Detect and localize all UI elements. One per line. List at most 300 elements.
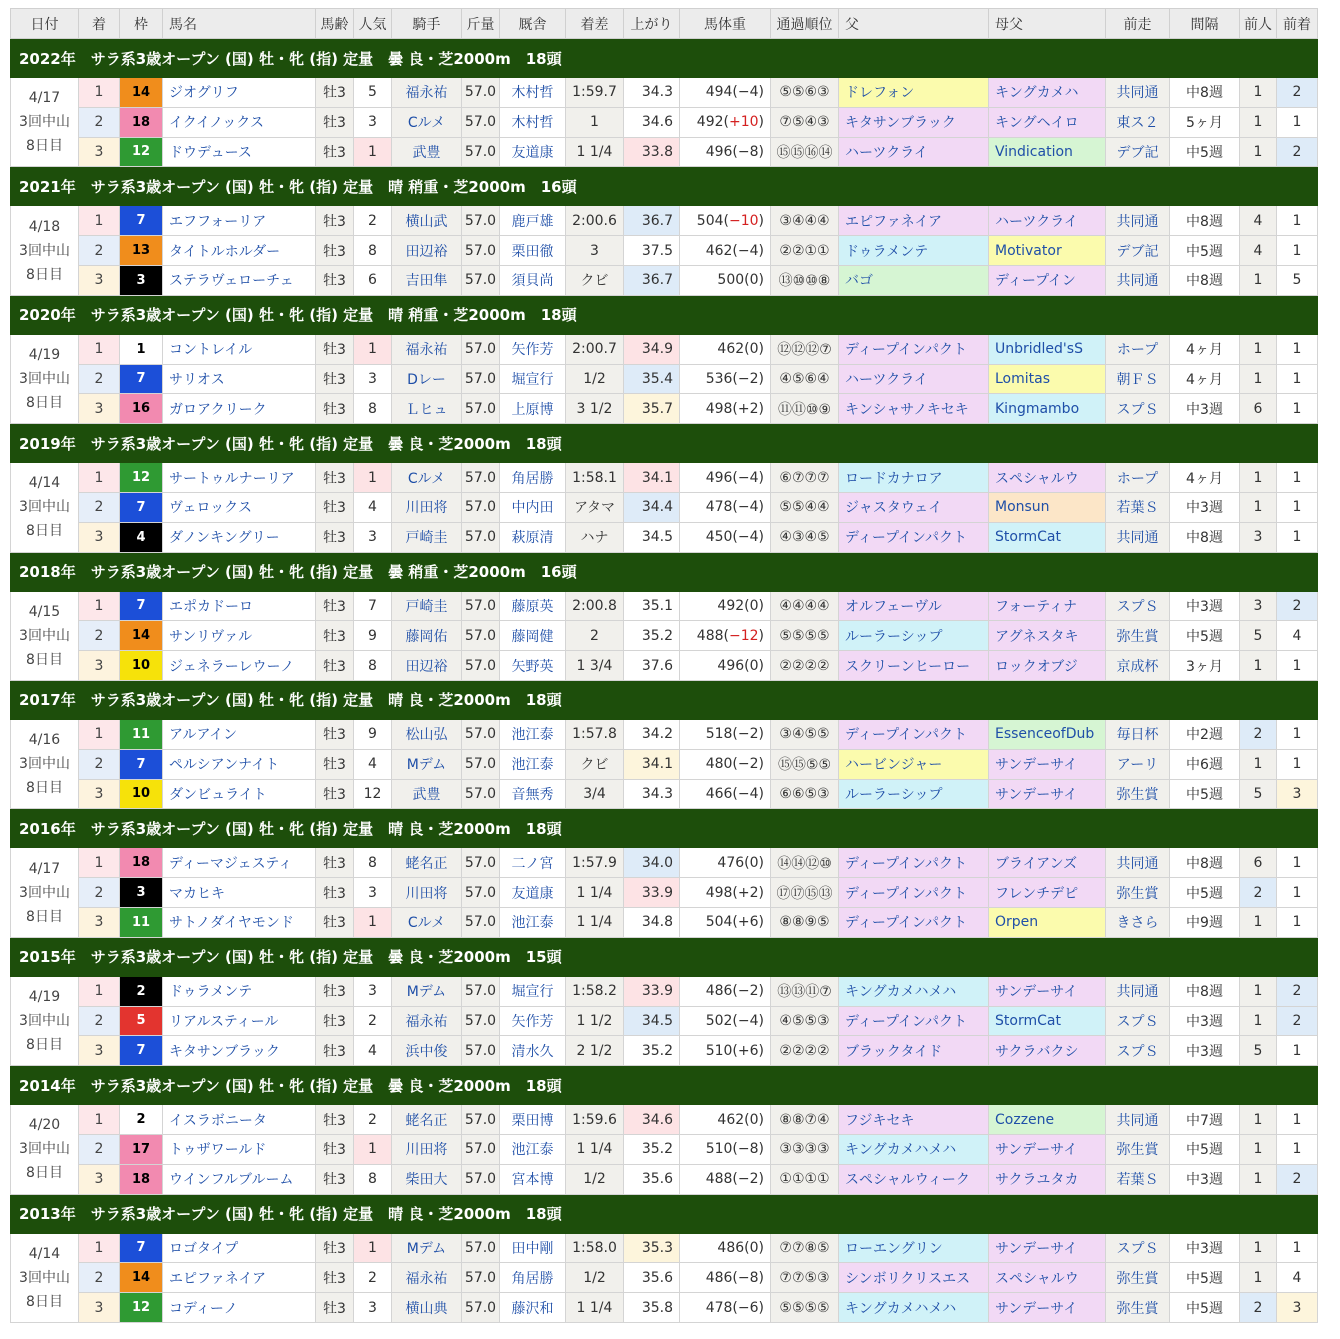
col-header-prev-pos[interactable]: 前着 <box>1277 9 1318 39</box>
jockey-link[interactable]: Mデム <box>392 976 462 1006</box>
horse-name-link[interactable]: コディーノ <box>163 1293 316 1323</box>
race-interval: 中8週 <box>1170 265 1240 295</box>
race-title[interactable]: 2016年 サラ系3歳オープン (国) 牡・牝 (指) 定量 晴 良・芝2000m 18頭 <box>11 809 1318 848</box>
frame-number-badge: 2 <box>120 976 163 1006</box>
race-section-header <box>11 1194 1318 1233</box>
jockey-link[interactable]: 蛯名正 <box>392 848 462 878</box>
prev-race-link[interactable]: ホープ <box>1106 334 1170 364</box>
horse-name-link[interactable]: サトノダイヤモンド <box>163 907 316 937</box>
col-header-age[interactable]: 馬齢 <box>316 9 354 39</box>
stable-link[interactable]: 木村哲 <box>500 107 566 137</box>
finish-margin: 1 1/4 <box>566 1134 624 1164</box>
col-header-date[interactable]: 日付 <box>11 9 79 39</box>
race-interval: 4ヶ月 <box>1170 463 1240 493</box>
dam-sire-link[interactable]: Lomitas <box>989 364 1106 394</box>
last-3f-time: 34.6 <box>624 1105 680 1135</box>
popularity: 3 <box>354 522 392 552</box>
last-3f-time: 34.8 <box>624 907 680 937</box>
prev-finish: 2 <box>1277 976 1318 1006</box>
prev-race-link[interactable]: スプＳ <box>1106 1036 1170 1066</box>
prev-race-link[interactable]: デブ記 <box>1106 137 1170 167</box>
race-date-cell <box>11 463 79 552</box>
col-header-last-3f[interactable]: 上がり <box>624 9 680 39</box>
stable-link[interactable]: 池江泰 <box>500 1134 566 1164</box>
body-weight-value: 496( <box>705 469 738 486</box>
stable-link[interactable]: 栗田徹 <box>500 236 566 266</box>
dam-sire-link[interactable]: EssenceofDub <box>989 719 1106 749</box>
col-header-interval[interactable]: 間隔 <box>1170 9 1240 39</box>
horse-name-link[interactable]: ジェネラーレウーノ <box>163 651 316 681</box>
finish-position: 1 <box>79 463 120 493</box>
stable-link[interactable]: 音無秀 <box>500 779 566 809</box>
frame-number-badge: 18 <box>120 107 163 137</box>
col-header-horse-name[interactable]: 馬名 <box>163 9 316 39</box>
dam-sire-link[interactable]: フォーティナ <box>989 591 1106 621</box>
finish-position: 2 <box>79 1263 120 1293</box>
race-date: 4/14 <box>28 1245 61 1262</box>
horse-name-link[interactable]: エピファネイア <box>163 1263 316 1293</box>
horse-name-link[interactable]: タイトルホルダー <box>163 236 316 266</box>
dam-sire-link[interactable]: キングカメハ <box>989 78 1106 108</box>
prev-race-link[interactable]: 弥生賞 <box>1106 779 1170 809</box>
dam-sire-link[interactable]: サンデーサイ <box>989 749 1106 779</box>
finish-position: 3 <box>79 907 120 937</box>
stable-link[interactable]: 清水久 <box>500 1036 566 1066</box>
jockey-link[interactable]: Ｌヒュ <box>392 394 462 424</box>
stable-link[interactable]: 藤沢和 <box>500 1293 566 1323</box>
prev-popularity: 1 <box>1240 492 1277 522</box>
col-header-frame[interactable]: 枠 <box>120 9 163 39</box>
horse-name-link[interactable]: トゥザワールド <box>163 1134 316 1164</box>
dam-sire-link[interactable]: アグネスタキ <box>989 621 1106 651</box>
race-title[interactable]: 2020年 サラ系3歳オープン (国) 牡・牝 (指) 定量 晴 稍重・芝2000m 18頭 <box>11 295 1318 334</box>
weight-carried: 57.0 <box>462 1134 500 1164</box>
finish-position: 3 <box>79 779 120 809</box>
body-weight: 536(−2) <box>680 364 771 394</box>
last-3f-time: 35.6 <box>624 1263 680 1293</box>
dam-sire-link[interactable]: ブライアンズ <box>989 848 1106 878</box>
frame-number-badge: 12 <box>120 1293 163 1323</box>
prev-race-link[interactable]: 東ス２ <box>1106 107 1170 137</box>
sire-link[interactable]: ディープインパクト <box>839 848 989 878</box>
stable-link[interactable]: 木村哲 <box>500 78 566 108</box>
jockey-link[interactable]: 田辺裕 <box>392 651 462 681</box>
body-weight-change: −2 <box>737 1171 759 1188</box>
popularity: 12 <box>354 779 392 809</box>
jockey-link[interactable]: 松山弘 <box>392 719 462 749</box>
sire-link[interactable]: ロードカナロア <box>839 463 989 493</box>
horse-name-link[interactable]: ダノンキングリー <box>163 522 316 552</box>
body-weight-change: −12 <box>728 627 759 644</box>
race-day: 8日目 <box>26 651 63 668</box>
col-header-prev-race[interactable]: 前走 <box>1106 9 1170 39</box>
body-weight-value: 466( <box>705 785 738 802</box>
weight-carried: 57.0 <box>462 749 500 779</box>
race-title[interactable]: 2015年 サラ系3歳オープン (国) 牡・牝 (指) 定量 曇 良・芝2000m 15頭 <box>11 937 1318 976</box>
sire-link[interactable]: ディープインパクト <box>839 1006 989 1036</box>
race-interval: 中2週 <box>1170 719 1240 749</box>
frame-number-badge: 12 <box>120 137 163 167</box>
popularity: 1 <box>354 137 392 167</box>
dam-sire-link[interactable]: サクラバクシ <box>989 1036 1106 1066</box>
horse-age: 牡3 <box>316 719 354 749</box>
horse-name-link[interactable]: ジオグリフ <box>163 78 316 108</box>
body-weight-change: −2 <box>737 983 759 1000</box>
dam-sire-link[interactable]: Unbridled'sS <box>989 334 1106 364</box>
col-header-popularity[interactable]: 人気 <box>354 9 392 39</box>
finish-position: 1 <box>79 206 120 236</box>
body-weight-value: 536( <box>705 370 738 387</box>
horse-name-link[interactable]: イクイノックス <box>163 107 316 137</box>
last-3f-time: 35.4 <box>624 364 680 394</box>
stable-link[interactable]: 友道康 <box>500 137 566 167</box>
jockey-link[interactable]: 福永祐 <box>392 1006 462 1036</box>
body-weight-value: 488( <box>696 627 729 644</box>
stable-link[interactable]: 矢野英 <box>500 651 566 681</box>
sire-link[interactable]: ドゥラメンテ <box>839 236 989 266</box>
horse-name-link[interactable]: ウインフルブルーム <box>163 1164 316 1194</box>
stable-link[interactable]: 上原博 <box>500 394 566 424</box>
table-row <box>11 394 1318 424</box>
col-header-sire[interactable]: 父 <box>839 9 989 39</box>
prev-race-link[interactable]: デブ記 <box>1106 236 1170 266</box>
sire-link[interactable]: キングカメハメハ <box>839 976 989 1006</box>
sire-link[interactable]: ルーラーシップ <box>839 621 989 651</box>
sire-link[interactable]: ハーツクライ <box>839 137 989 167</box>
dam-sire-link[interactable]: フレンチデピ <box>989 878 1106 908</box>
body-weight-value: 486( <box>705 1269 738 1286</box>
jockey-link[interactable]: 横山典 <box>392 1293 462 1323</box>
last-3f-time: 37.6 <box>624 651 680 681</box>
dam-sire-link[interactable]: StormCat <box>989 522 1106 552</box>
weight-carried: 57.0 <box>462 907 500 937</box>
prev-race-link[interactable]: アーリ <box>1106 749 1170 779</box>
race-interval: 中5週 <box>1170 1293 1240 1323</box>
prev-race-link[interactable]: 若葉Ｓ <box>1106 1164 1170 1194</box>
sire-link[interactable]: ディープインパクト <box>839 522 989 552</box>
stable-link[interactable]: 藤岡健 <box>500 621 566 651</box>
prev-race-link[interactable]: 朝ＦＳ <box>1106 364 1170 394</box>
stable-link[interactable]: 角居勝 <box>500 463 566 493</box>
sire-link[interactable]: フジキセキ <box>839 1105 989 1135</box>
horse-name-link[interactable]: マカヒキ <box>163 878 316 908</box>
prev-race-link[interactable]: 京成杯 <box>1106 651 1170 681</box>
stable-link[interactable]: 鹿戸雄 <box>500 206 566 236</box>
jockey-link[interactable]: 川田将 <box>392 492 462 522</box>
dam-sire-link[interactable]: Monsun <box>989 492 1106 522</box>
prev-race-link[interactable]: 弥生賞 <box>1106 621 1170 651</box>
jockey-link[interactable]: 武豊 <box>392 779 462 809</box>
prev-race-link[interactable]: 弥生賞 <box>1106 878 1170 908</box>
stable-link[interactable]: 堀宣行 <box>500 976 566 1006</box>
horse-name-link[interactable]: キタサンブラック <box>163 1036 316 1066</box>
dam-sire-link[interactable]: Vindication <box>989 137 1106 167</box>
last-3f-time: 33.9 <box>624 878 680 908</box>
body-weight-change: −2 <box>737 726 759 743</box>
horse-name-link[interactable]: ガロアクリーク <box>163 394 316 424</box>
weight-carried: 57.0 <box>462 1164 500 1194</box>
horse-name-link[interactable]: ステラヴェローチェ <box>163 265 316 295</box>
sire-link[interactable]: バゴ <box>839 265 989 295</box>
horse-name-link[interactable]: ドゥラメンテ <box>163 976 316 1006</box>
jockey-link[interactable]: Cルメ <box>392 907 462 937</box>
prev-race-link[interactable]: きさら <box>1106 907 1170 937</box>
horse-name-link[interactable]: ペルシアンナイト <box>163 749 316 779</box>
prev-finish: 5 <box>1277 265 1318 295</box>
sire-link[interactable]: ディープインパクト <box>839 907 989 937</box>
body-weight-change: −4 <box>737 469 759 486</box>
prev-finish: 1 <box>1277 651 1318 681</box>
stable-link[interactable]: 須貝尚 <box>500 265 566 295</box>
prev-popularity: 1 <box>1240 364 1277 394</box>
stable-link[interactable]: 田中剛 <box>500 1233 566 1263</box>
jockey-link[interactable]: Cルメ <box>392 107 462 137</box>
dam-sire-link[interactable]: Kingmambo <box>989 394 1106 424</box>
race-interval: 中3週 <box>1170 492 1240 522</box>
horse-name-link[interactable]: ディーマジェスティ <box>163 848 316 878</box>
jockey-link[interactable]: 福永祐 <box>392 334 462 364</box>
stable-link[interactable]: 栗田博 <box>500 1105 566 1135</box>
sire-link[interactable]: ディープインパクト <box>839 878 989 908</box>
body-weight: 498(+2) <box>680 878 771 908</box>
table-row <box>11 334 1318 364</box>
sire-link[interactable]: ジャスタウェイ <box>839 492 989 522</box>
prev-race-link[interactable]: 共同通 <box>1106 265 1170 295</box>
stable-link[interactable]: 角居勝 <box>500 1263 566 1293</box>
prev-race-link[interactable]: 共同通 <box>1106 976 1170 1006</box>
horse-name-link[interactable]: サートゥルナーリア <box>163 463 316 493</box>
race-title[interactable]: 2019年 サラ系3歳オープン (国) 牡・牝 (指) 定量 曇 良・芝2000m 18頭 <box>11 424 1318 463</box>
dam-sire-link[interactable]: サンデーサイ <box>989 1134 1106 1164</box>
prev-race-link[interactable]: 若葉Ｓ <box>1106 492 1170 522</box>
prev-finish: 1 <box>1277 719 1318 749</box>
col-header-prev-pop[interactable]: 前人 <box>1240 9 1277 39</box>
dam-sire-link[interactable]: サンデーサイ <box>989 976 1106 1006</box>
jockey-link[interactable]: 浜中俊 <box>392 1036 462 1066</box>
race-interval: 中5週 <box>1170 878 1240 908</box>
popularity: 3 <box>354 976 392 1006</box>
body-weight-value: 504( <box>696 212 729 229</box>
race-title[interactable]: 2013年 サラ系3歳オープン (国) 牡・牝 (指) 定量 晴 良・芝2000m 18頭 <box>11 1194 1318 1233</box>
sire-link[interactable]: ハービンジャー <box>839 749 989 779</box>
weight-carried: 57.0 <box>462 976 500 1006</box>
finish-margin: アタマ <box>566 492 624 522</box>
frame-number-badge: 1 <box>120 334 163 364</box>
stable-link[interactable]: 池江泰 <box>500 907 566 937</box>
sire-link[interactable]: ドレフォン <box>839 78 989 108</box>
horse-age: 牡3 <box>316 1105 354 1135</box>
prev-race-link[interactable]: 弥生賞 <box>1106 1134 1170 1164</box>
horse-name-link[interactable]: サンリヴァル <box>163 621 316 651</box>
jockey-link[interactable]: 蛯名正 <box>392 1105 462 1135</box>
horse-name-link[interactable]: ヴェロックス <box>163 492 316 522</box>
prev-race-link[interactable]: 共同通 <box>1106 522 1170 552</box>
finish-margin: 3 <box>566 236 624 266</box>
prev-race-link[interactable]: 毎日杯 <box>1106 719 1170 749</box>
sire-link[interactable]: シンボリクリスエス <box>839 1263 989 1293</box>
sire-link[interactable]: ブラックタイド <box>839 1036 989 1066</box>
dam-sire-link[interactable]: Orpen <box>989 907 1106 937</box>
horse-name-link[interactable]: エフフォーリア <box>163 206 316 236</box>
sire-link[interactable]: ディープインパクト <box>839 334 989 364</box>
jockey-link[interactable]: 田辺裕 <box>392 236 462 266</box>
table-row <box>11 621 1318 651</box>
sire-link[interactable]: キングカメハメハ <box>839 1134 989 1164</box>
body-weight-change: 0 <box>749 1111 759 1128</box>
prev-race-link[interactable]: ホープ <box>1106 463 1170 493</box>
last-3f-time: 34.9 <box>624 334 680 364</box>
horse-name-link[interactable]: ロゴタイプ <box>163 1233 316 1263</box>
frame-number-badge: 17 <box>120 1134 163 1164</box>
sire-link[interactable]: オルフェーヴル <box>839 591 989 621</box>
sire-link[interactable]: キングカメハメハ <box>839 1293 989 1323</box>
dam-sire-link[interactable]: サンデーサイ <box>989 779 1106 809</box>
last-3f-time: 35.2 <box>624 1036 680 1066</box>
race-title[interactable]: 2017年 サラ系3歳オープン (国) 牡・牝 (指) 定量 晴 良・芝2000m 18頭 <box>11 680 1318 719</box>
jockey-link[interactable]: 川田将 <box>392 1134 462 1164</box>
dam-sire-link[interactable]: サンデーサイ <box>989 1233 1106 1263</box>
race-title[interactable]: 2021年 サラ系3歳オープン (国) 牡・牝 (指) 定量 晴 稍重・芝2000m 16頭 <box>11 167 1318 206</box>
stable-link[interactable]: 藤原英 <box>500 591 566 621</box>
jockey-link[interactable]: Mデム <box>392 1233 462 1263</box>
prev-race-link[interactable]: 弥生賞 <box>1106 1263 1170 1293</box>
race-title[interactable]: 2018年 サラ系3歳オープン (国) 牡・牝 (指) 定量 曇 稍重・芝2000m 16頭 <box>11 552 1318 591</box>
sire-link[interactable]: スクリーンヒーロー <box>839 651 989 681</box>
jockey-link[interactable]: Dレー <box>392 364 462 394</box>
dam-sire-link[interactable]: ロックオブジ <box>989 651 1106 681</box>
body-weight-change: −4 <box>737 84 759 101</box>
stable-link[interactable]: 矢作芳 <box>500 1006 566 1036</box>
horse-name-link[interactable]: イスラボニータ <box>163 1105 316 1135</box>
jockey-link[interactable]: 川田将 <box>392 878 462 908</box>
stable-link[interactable]: 池江泰 <box>500 749 566 779</box>
dam-sire-link[interactable]: ハーツクライ <box>989 206 1106 236</box>
dam-sire-link[interactable]: Motivator <box>989 236 1106 266</box>
horse-name-link[interactable]: アルアイン <box>163 719 316 749</box>
jockey-link[interactable]: 横山武 <box>392 206 462 236</box>
col-header-stable[interactable]: 厩舎 <box>500 9 566 39</box>
col-header-passing-order[interactable]: 通過順位 <box>771 9 839 39</box>
weight-carried: 57.0 <box>462 206 500 236</box>
prev-race-link[interactable]: 共同通 <box>1106 1105 1170 1135</box>
stable-link[interactable]: 宮本博 <box>500 1164 566 1194</box>
sire-link[interactable]: ディープインパクト <box>839 719 989 749</box>
sire-link[interactable]: ルーラーシップ <box>839 779 989 809</box>
sire-link[interactable]: スペシャルウィーク <box>839 1164 989 1194</box>
jockey-link[interactable]: 戸崎圭 <box>392 591 462 621</box>
sire-link[interactable]: キンシャサノキセキ <box>839 394 989 424</box>
horse-age: 牡3 <box>316 492 354 522</box>
finish-margin: 2 <box>566 621 624 651</box>
body-weight-value: 498( <box>705 884 738 901</box>
dam-sire-link[interactable]: ディープイン <box>989 265 1106 295</box>
race-title[interactable]: 2022年 サラ系3歳オープン (国) 牡・牝 (指) 定量 曇 良・芝2000m 18頭 <box>11 39 1318 78</box>
jockey-link[interactable]: 福永祐 <box>392 1263 462 1293</box>
jockey-link[interactable]: 藤岡佑 <box>392 621 462 651</box>
body-weight: 486(0) <box>680 1233 771 1263</box>
stable-link[interactable]: 堀宣行 <box>500 364 566 394</box>
dam-sire-link[interactable]: キングヘイロ <box>989 107 1106 137</box>
prev-popularity: 1 <box>1240 334 1277 364</box>
dam-sire-link[interactable]: Cozzene <box>989 1105 1106 1135</box>
dam-sire-link[interactable]: StormCat <box>989 1006 1106 1036</box>
stable-link[interactable]: 矢作芳 <box>500 334 566 364</box>
prev-race-link[interactable]: スプＳ <box>1106 591 1170 621</box>
jockey-link[interactable]: 戸崎圭 <box>392 522 462 552</box>
col-header-weight-carried[interactable]: 斤量 <box>462 9 500 39</box>
prev-race-link[interactable]: 共同通 <box>1106 78 1170 108</box>
stable-link[interactable]: 二ノ宮 <box>500 848 566 878</box>
col-header-jockey[interactable]: 騎手 <box>392 9 462 39</box>
horse-name-link[interactable]: リアルスティール <box>163 1006 316 1036</box>
body-weight-change: −8 <box>737 1141 759 1158</box>
weight-carried: 57.0 <box>462 394 500 424</box>
stable-link[interactable]: 池江泰 <box>500 719 566 749</box>
horse-age: 牡3 <box>316 334 354 364</box>
table-row <box>11 591 1318 621</box>
prev-popularity: 1 <box>1240 976 1277 1006</box>
prev-race-link[interactable]: 共同通 <box>1106 206 1170 236</box>
dam-sire-link[interactable]: スペシャルウ <box>989 463 1106 493</box>
sire-link[interactable]: キタサンブラック <box>839 107 989 137</box>
col-header-position[interactable]: 着 <box>79 9 120 39</box>
race-title[interactable]: 2014年 サラ系3歳オープン (国) 牡・牝 (指) 定量 曇 良・芝2000m 18頭 <box>11 1066 1318 1105</box>
jockey-link[interactable]: Mデム <box>392 749 462 779</box>
horse-name-link[interactable]: エポカドーロ <box>163 591 316 621</box>
horse-name-link[interactable]: コントレイル <box>163 334 316 364</box>
popularity: 4 <box>354 492 392 522</box>
prev-finish: 2 <box>1277 137 1318 167</box>
jockey-link[interactable]: 福永祐 <box>392 78 462 108</box>
race-date: 4/19 <box>28 988 61 1005</box>
stable-link[interactable]: 友道康 <box>500 878 566 908</box>
jockey-link[interactable]: 武豊 <box>392 137 462 167</box>
dam-sire-link[interactable]: サクラユタカ <box>989 1164 1106 1194</box>
prev-finish: 1 <box>1277 492 1318 522</box>
prev-race-link[interactable]: 共同通 <box>1106 848 1170 878</box>
prev-finish: 1 <box>1277 1036 1318 1066</box>
finish-margin: 1:58.0 <box>566 1233 624 1263</box>
jockey-link[interactable]: 吉田隼 <box>392 265 462 295</box>
jockey-link[interactable]: 柴田大 <box>392 1164 462 1194</box>
col-header-margin[interactable]: 着差 <box>566 9 624 39</box>
prev-race-link[interactable]: 弥生賞 <box>1106 1293 1170 1323</box>
sire-link[interactable]: エピファネイア <box>839 206 989 236</box>
sire-link[interactable]: ハーツクライ <box>839 364 989 394</box>
col-header-body-weight[interactable]: 馬体重 <box>680 9 771 39</box>
dam-sire-link[interactable]: サンデーサイ <box>989 1293 1106 1323</box>
stable-link[interactable]: 萩原清 <box>500 522 566 552</box>
weight-carried: 57.0 <box>462 591 500 621</box>
stable-link[interactable]: 中内田 <box>500 492 566 522</box>
horse-name-link[interactable]: ドウデュース <box>163 137 316 167</box>
prev-race-link[interactable]: スプＳ <box>1106 1006 1170 1036</box>
dam-sire-link[interactable]: スペシャルウ <box>989 1263 1106 1293</box>
frame-number-badge: 7 <box>120 749 163 779</box>
col-header-dam-sire[interactable]: 母父 <box>989 9 1106 39</box>
prev-race-link[interactable]: スプＳ <box>1106 1233 1170 1263</box>
table-row <box>11 1164 1318 1194</box>
last-3f-time: 34.1 <box>624 463 680 493</box>
horse-name-link[interactable]: ダンビュライト <box>163 779 316 809</box>
horse-age: 牡3 <box>316 137 354 167</box>
body-weight-value: 478( <box>705 1299 738 1316</box>
sire-link[interactable]: ローエングリン <box>839 1233 989 1263</box>
horse-name-link[interactable]: サリオス <box>163 364 316 394</box>
race-interval: 中6週 <box>1170 749 1240 779</box>
prev-race-link[interactable]: スプＳ <box>1106 394 1170 424</box>
jockey-link[interactable]: Cルメ <box>392 463 462 493</box>
